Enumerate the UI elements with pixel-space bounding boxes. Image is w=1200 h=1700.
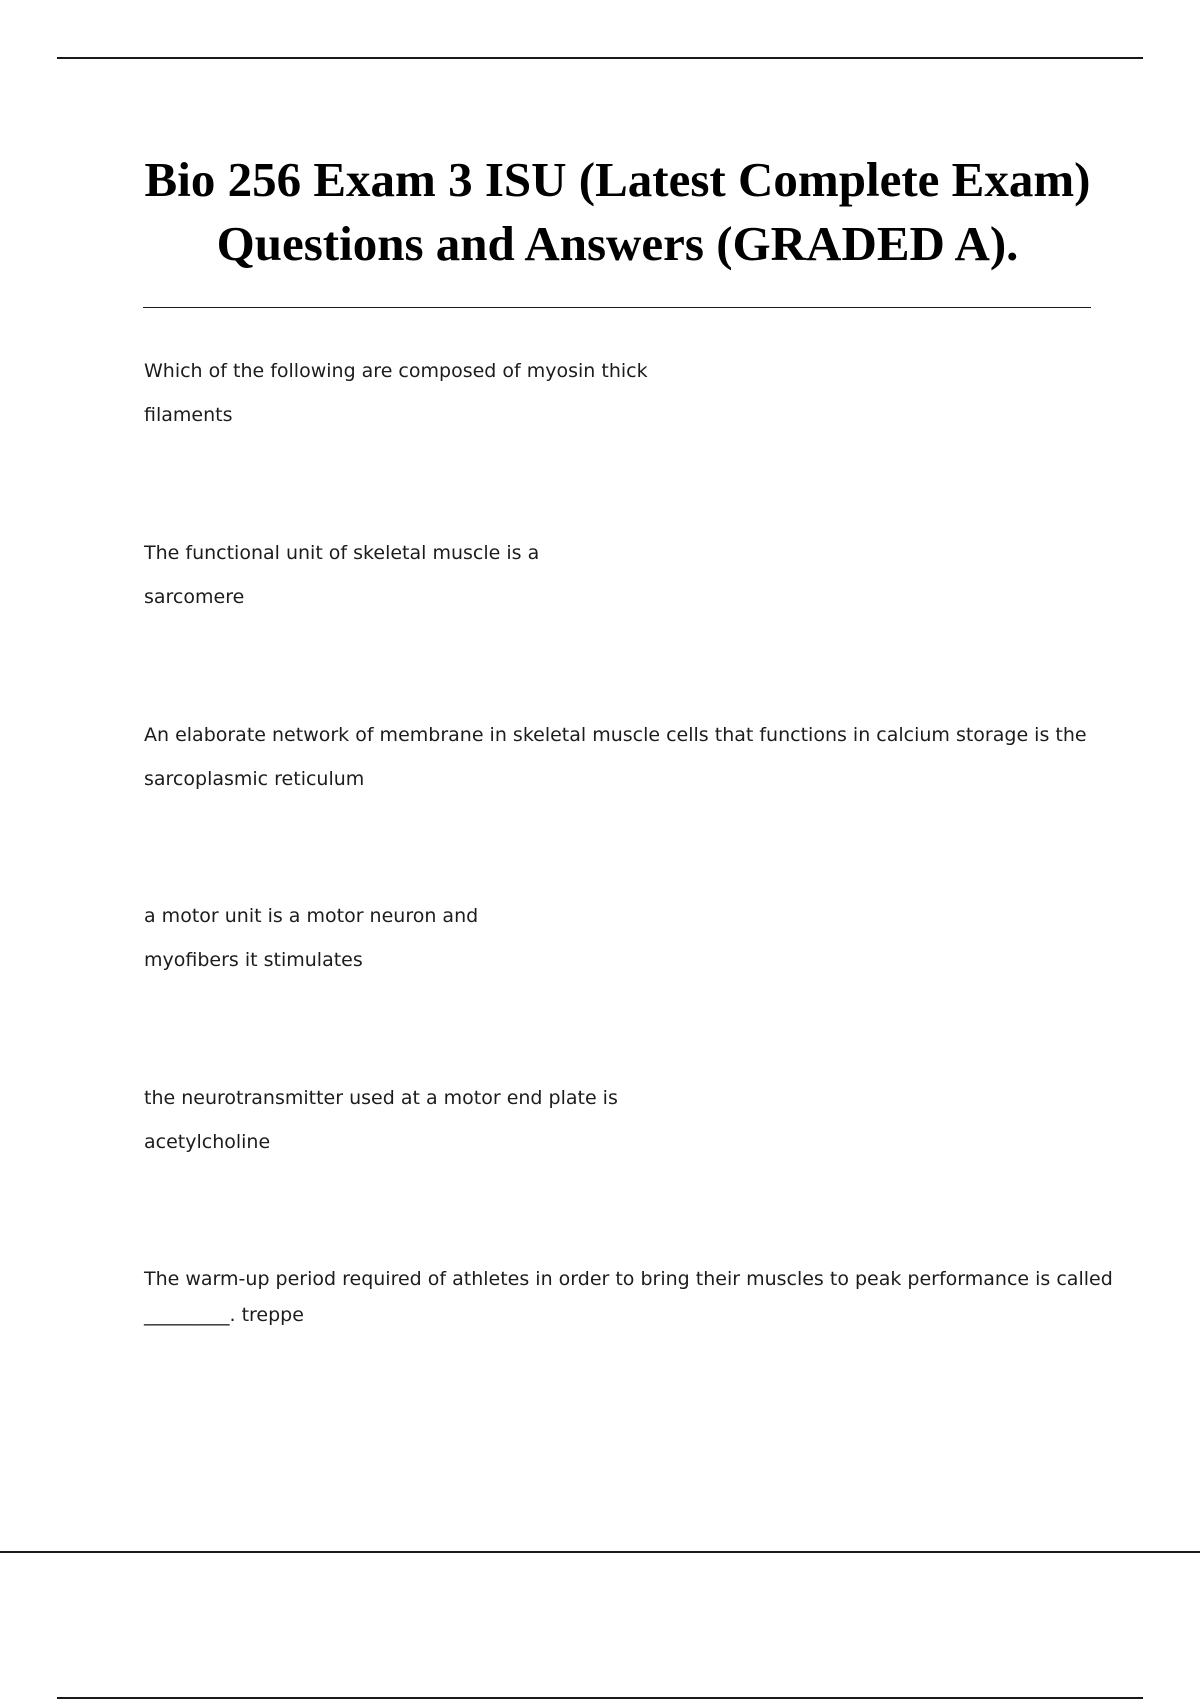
answer-text: myofibers it stimulates [144, 949, 363, 971]
qa-item [144, 540, 1094, 610]
document-title: Bio 256 Exam 3 ISU (Latest Complete Exam) Questions and Answers (GRADED A). [144, 152, 1091, 271]
answer-text: sarcomere [144, 586, 245, 608]
question-text: the neurotransmitter used at a motor end plate is [144, 1087, 618, 1109]
header-rule [57, 57, 1143, 59]
answer-text: acetylcholine [144, 1131, 271, 1153]
answer-text: filaments [144, 404, 233, 426]
qa-item [144, 722, 1094, 792]
question-text: Which of the following are composed of myosin thick [144, 360, 648, 382]
qa-item [144, 1266, 1113, 1328]
question-text: a motor unit is a motor neuron and [144, 905, 479, 927]
qa-item [144, 358, 1094, 428]
footer-rule [0, 1551, 1200, 1553]
answer-text: sarcoplasmic reticulum [144, 768, 365, 790]
answer-text: _________. treppe [144, 1304, 304, 1326]
question-text: The warm-up period required of athletes in order to bring their muscles to peak performance is called [144, 1268, 1113, 1290]
question-text: The functional unit of skeletal muscle is a [144, 542, 540, 564]
qa-item [144, 903, 1094, 973]
footer-rule-lower [57, 1697, 1143, 1699]
question-text: An elaborate network of membrane in skeletal muscle cells that functions in calcium storage is the [144, 724, 1087, 746]
qa-item [144, 1085, 1094, 1155]
title-divider [143, 307, 1091, 308]
